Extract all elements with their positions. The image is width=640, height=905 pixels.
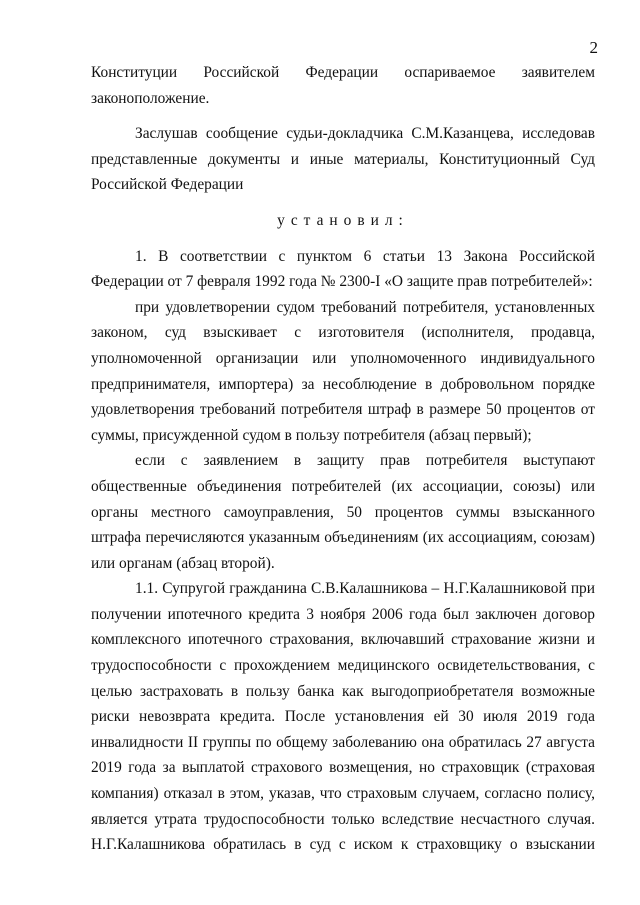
paragraph-hearing: Заслушав сообщение судьи-докладчика С.М.Казанцева, исследовав представленные документы и иные материалы, Конституционный Суд Российской Федерации: [91, 125, 595, 194]
section-heading: установил:: [277, 211, 409, 229]
paragraph-clause-one: при удовлетворении судом требований потребителя, установленных законом, суд взыскивает с изготовителя (исполнителя, продавца, уполномоченной организации или уполномоченного индивидуального предпринимателя, импортера) за несоблюдение в добровольном порядке удовлетворения требований потребителя штраф в размере 50 процентов от суммы, присужденной судом в пользу потребителя (абзац первый);: [91, 298, 595, 444]
paragraph-law-reference: 1. В соответствии с пунктом 6 статьи 13 Закона Российской Федерации от 7 февраля 1992 года № 2300-I «О защите прав потребителей»:: [91, 247, 595, 291]
page-number: 2: [589, 38, 598, 57]
document-body: [91, 60, 595, 858]
paragraph-case-facts: 1.1. Супругой гражданина С.В.Калашникова – Н.Г.Калашниковой при получении ипотечного кредита 3 ноября 2006 года был заключен договор комплексного ипотечного страхования, включавший страхование жизни и трудоспособности с прохождением медицинского освидетельствования, с целью застраховать в пользу банка как выгодоприобретателя возможные риски невозврата кредита. После установления ей 30 июля 2019 года инвалидности II группы по общему заболеванию она обратилась 27 августа 2019 года за выплатой страхового возмещения, но страховщик (страховая компания) отказал в этом, указав, что страховым случаем, согласно полису, является утрата трудоспособности только вследствие несчастного случая. Н.Г.Калашникова обратилась в суд с иском к страховщику о взыскании: [91, 580, 595, 854]
paragraph-clause-two: если с заявлением в защиту прав потребителя выступают общественные объединения потребителей (их ассоциации, союзы) или органы местного самоуправления, 50 процентов суммы взысканного штрафа перечисляются указанным объединениям (их ассоциациям, союзам) или органам (абзац второй).: [91, 452, 595, 572]
paragraph-continuation: Конституции Российской Федерации оспариваемое заявителем законоположение.: [91, 64, 595, 107]
